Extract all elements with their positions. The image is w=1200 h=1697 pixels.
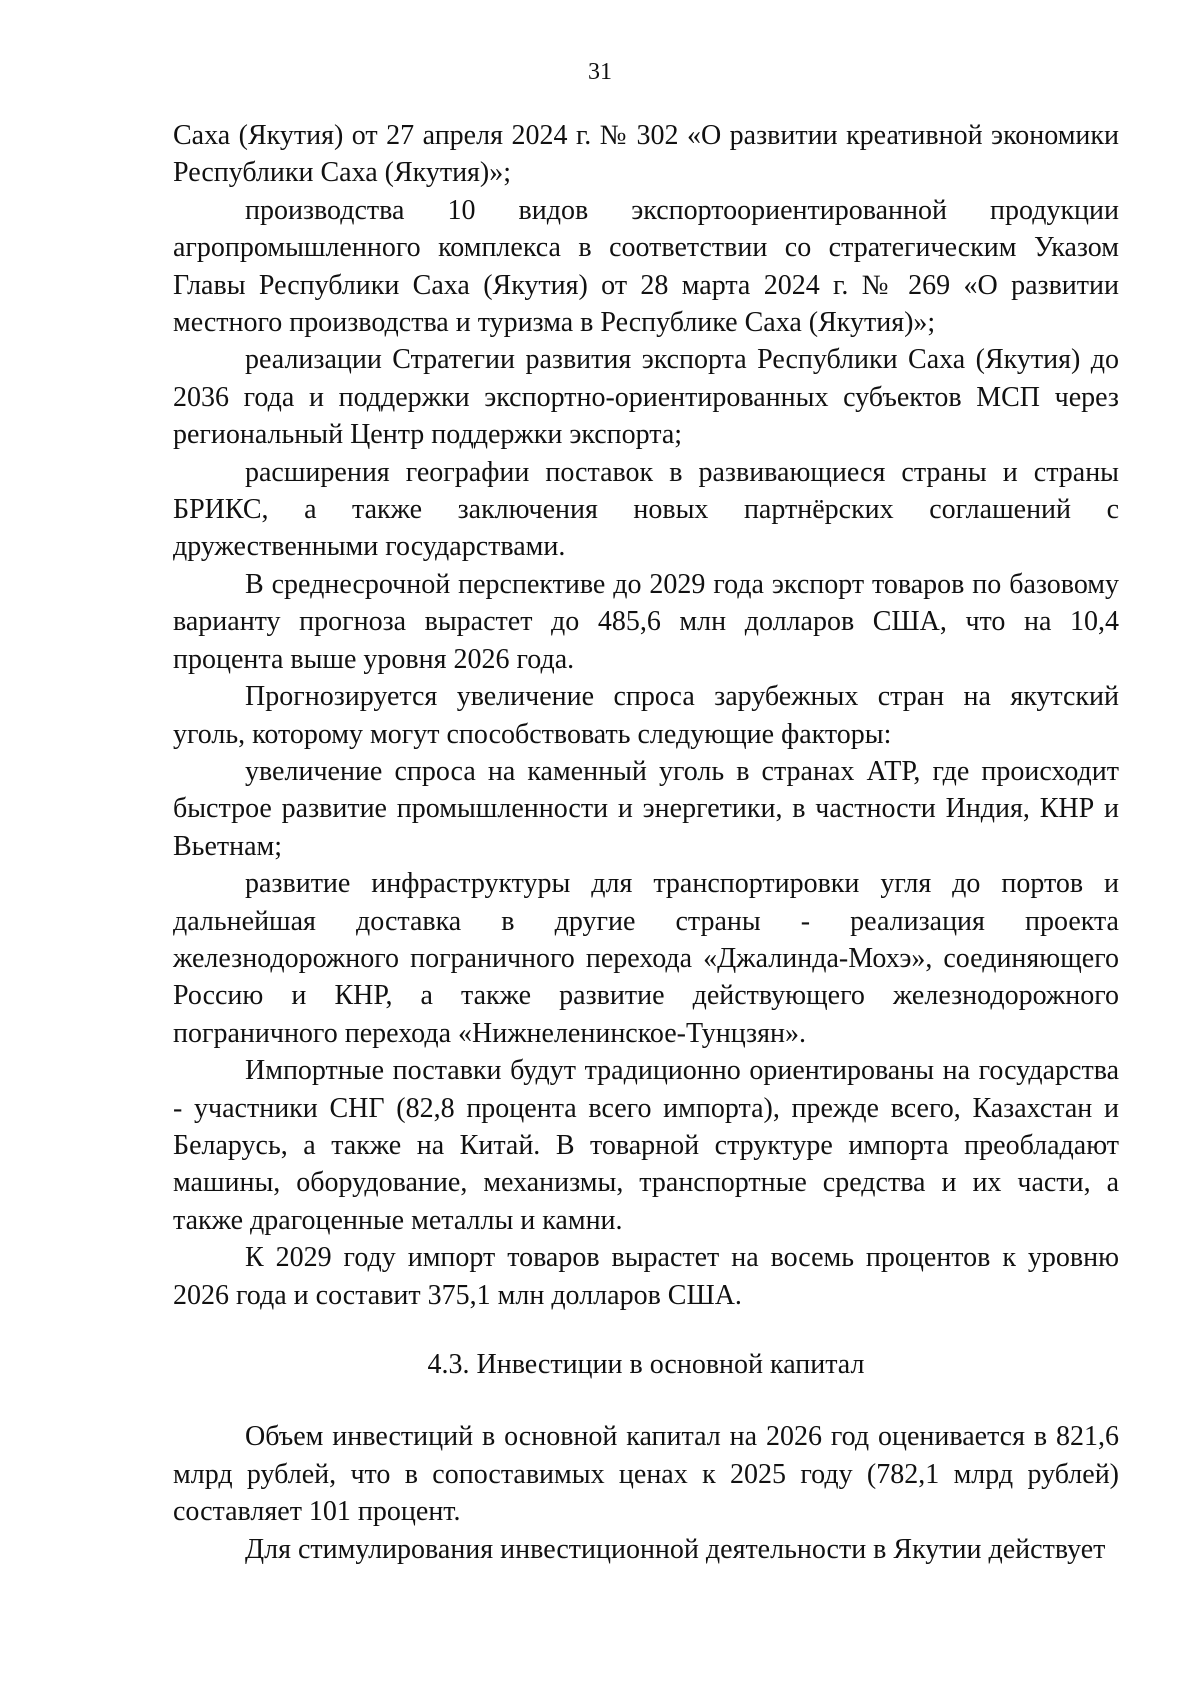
paragraph-continuation: Саха (Якутия) от 27 апреля 2024 г. № 302 «О развитии креативной экономики Республики Саха (Якутия)»; [173,120,1119,189]
paragraph-apr-demand: увеличение спроса на каменный уголь в странах АТР, где происходит быстрое развитие промышленности и энергетики, в частности Индия, КНР и Вьетнам; [173,755,1119,862]
paragraph-brics-geography: расширения географии поставок в развивающиеся страны и страны БРИКС, а также заключения новых партнёрских соглашений с дружественными государствами. [173,456,1119,563]
paragraph-coal-demand: Прогнозируется увеличение спроса зарубежных стран на якутский уголь, которому могут способствовать следующие факторы: [173,681,1119,750]
paragraph-agro-export: производства 10 видов экспортоориентированной продукции агропромышленного комплекса в соответствии со стратегическим Указом Главы Республики Саха (Якутия) от 28 марта 2024 г. № 269 «О развитии местного производства и туризма в Республике Саха (Якутия)»; [173,194,1119,339]
paragraph-import-supplies: Импортные поставки будут традиционно ориентированы на государства - участники СНГ (82,8 процента всего импорта), прежде всего, Казахстан и Беларусь, а также на Китай. В товарной структуре импорта преобладают машины, оборудование, механизмы, транспортные средства и их части, а также драгоценные металлы и камни. [173,1055,1119,1236]
page-number: 31 [588,59,612,85]
paragraph-export-forecast: В среднесрочной перспективе до 2029 года экспорт товаров по базовому варианту прогноза вырастет до 485,6 млн долларов США, что на 10,4 процента выше уровня 2026 года. [173,568,1119,675]
section-heading: 4.3. Инвестиции в основной капитал [427,1349,865,1380]
paragraph-export-strategy: реализации Стратегии развития экспорта Республики Саха (Якутия) до 2036 года и поддержки экспортно-ориентированных субъектов МСП через региональный Центр поддержки экспорта; [173,344,1119,451]
paragraph-import-forecast: К 2029 году импорт товаров вырастет на восемь процентов к уровню 2026 года и составит 375,1 млн долларов США. [173,1242,1119,1311]
document-body [173,117,1119,1568]
paragraph-infrastructure: развитие инфраструктуры для транспортировки угля до портов и дальнейшая доставка в другие страны - реализация проекта железнодорожного пограничного перехода «Джалинда-Мохэ», соединяющего Россию и КНР, а также развитие действующего железнодорожного пограничного перехода «Нижнеленинское-Тунцзян». [173,868,1119,1049]
paragraph-investment-volume: Объем инвестиций в основной капитал на 2026 год оценивается в 821,6 млрд рублей, что в сопоставимых ценах к 2025 году (782,1 млрд рублей) составляет 101 процент. [173,1421,1119,1528]
paragraph-investment-stimulation: Для стимулирования инвестиционной деятельности в Якутии действует [245,1533,1106,1565]
